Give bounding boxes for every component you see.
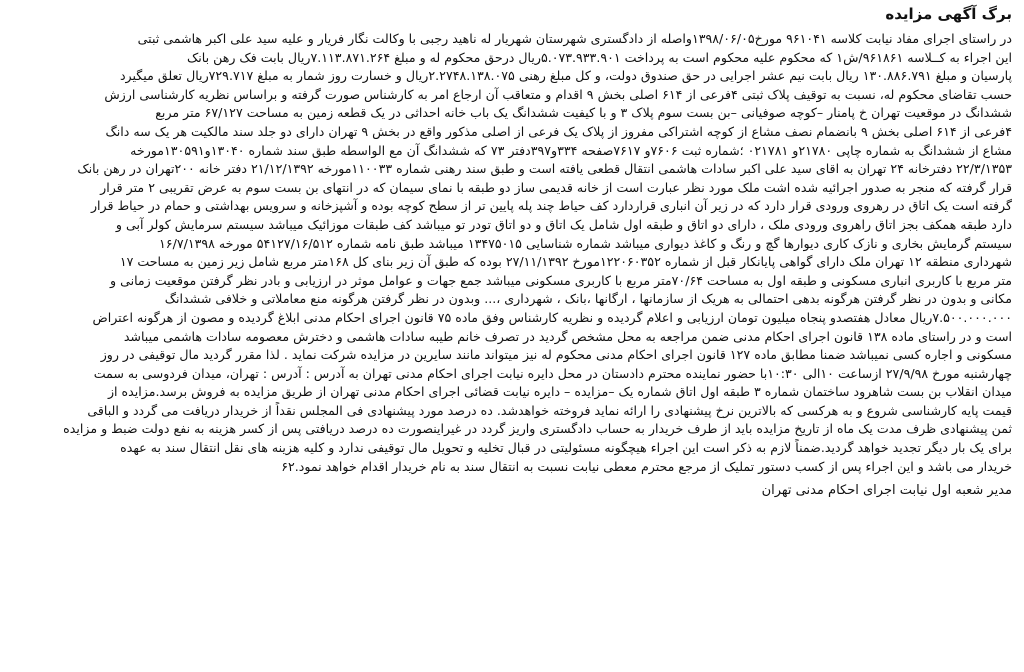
notice-line-24: خریدار می باشد و این اجراء پس از کسب دستور تملیک از مرجع محترم معطی نیابت نسبت به انتقال سند به نام خریدار اقدام خواهد نمود.۶۲ [281,458,1012,474]
notice-line-19: چهارشنبه مورخ ۲۷/۹/۹۸ ازساعت ۱۰الی ۱۰:۳۰با حضور نماینده محترم دادستان در محل دایره نیابت اجرای احکام مدنی تهران به آدرس : آدرس : تهران، میدان فردوسی به سمت [93,365,1012,381]
notice-line-3: پارسیان و مبلغ ۱۳۰.۸۸۶.۷۹۱ ریال بابت نیم عشر اجرایی در حق صندوق دولت، و کل مبلغ رهنی ۲.۲۷۴۸.۱۳۸.۰۷۵ریال و خسارت روز شمار به مبلغ ۷۲۹.۷۱۷ریال تعلق میگیرد [119,68,1012,84]
notice-line-6: ۴فرعی از ۶۱۴ اصلی بخش ۹ بانضمام نصف مشاع از کوچه اشتراکی مفروز از پلاک یک فرعی از اصلی مذکور واقع در بخش ۹ تهران دارای دو جلد سند مالکیت هر یک سه دانگ [105,123,1012,139]
notice-body [10,30,1012,476]
notice-line-8: ۲۲/۳/۱۳۵۳ دفترخانه ۲۴ تهران به اقای سید علی اکبر سادات هاشمی انتقال قطعی یافته است و طبق سند رهنی شماره ۱۱۰۰۳۳مورخه ۲۱/۱۲/۱۳۹۲ دفتر خانه ۲۰۰تهران در رهن بانک [77,161,1012,177]
notice-line-23: برای یک بار دیگر تجدید خواهد گردید.ضمناً لازم به ذکر است این اجراء هیچگونه مسئولیتی در قبال تخلیه و تحویل مال توقیفی ندارد و کلیه هزینه های نقل انتقال سند به عهده [120,440,1012,456]
notice-signature: مدیر شعبه اول نیابت اجرای احکام مدنی تهران [761,483,1012,499]
notice-line-7: مشاع از ششدانگ به شماره چاپی ۲۱۷۸۰و ۰۲۱۷۸۱ ؛شماره ثبت ۷۶۰۶و ۷۶۱۷صفحه ۳۳۴و۳۹۷دفتر ۷۳ که ششدانگ آن مع الواسطه طبق سند شماره ۱۳۰۴۰و۱۳۰۵۹۱مورخه [130,142,1012,158]
notice-line-21: قیمت پایه کارشناسی شروع و به هرکسی که بالاترین نرخ پیشنهادی را ارائه نماید فروخته خواهدشد. ده درصد مورد پیشنهادی فی المجلس نقداً از خریدار دریافت می گردد و الباقی [87,402,1012,418]
notice-line-15: مکانی و بدون در نظر گرفتن هرگونه بدهی احتمالی به هریک از سازمانها ، ارگانها ،بانک ، شهرداری ،... وبدون در نظر گرفتن هرگونه منع معاملاتی و خلافی ششدانگ [164,291,1012,307]
notice-line-10: گرفته است یک اتاق در رهروی ورودی قرار دارد که در زیر آن انباری قراردارد کف حیاط چند پله پایین تر از سطح کوچه بوده و آشپزخانه و سرویس بهداشتی و حمام در حیاط قرار [90,198,1012,214]
notice-line-4: حسب تقاضای محکوم له، نسبت به توقیف پلاک ثبتی ۴فرعی از ۶۱۴ اصلی بخش ۹ اقدام و متعاقب آن ارجاع امر به کارشناس صورت گرفته و براساس نظریه کارشناسی ارزش [104,86,1012,102]
notice-line-2: این اجراء به کــلاسه ۹۶۱۸۶۱/ش۱ که محکوم علیه محکوم است به پرداخت ۵.۰۷۳.۹۳۳.۹۰۱ریال درحق محکوم له و مبلغ ۷.۱۱۳.۸۷۱.۲۶۴ریال بابت فک رهن بانک [186,49,1012,65]
notice-line-12: سیستم گرمایش بخاری و نازک کاری دیوارها گچ و رنگ و کاغذ دیواری میباشد شماره شناسایی ۱۳۴۷۵۰۱۵ میباشد طبق نامه شماره ۵۴۱۲۷/۱۶/۵۱۲ مورخه ۱۶/۷/۱۳۹۸ [159,235,1012,251]
notice-line-9: قرار گرفته که منجر به صدور اجرائیه شده اشت ملک مورد نظر عبارت است از خانه قدیمی ساز دو طبقه با نمای سیمان که در انتهای بن بست سوم به عرض تقریبی ۲ متر قرار [100,179,1012,195]
notice-line-17: است و در راستای ماده ۱۳۸ قانون اجرای احکام مدنی ضمن مراجعه به محل مشخص گردید در تصرف خانم طیبه سادات هاشمی و دخترش معصومه سادات هاشمی میباشد [123,328,1012,344]
notice-line-5: ششدانگ در موقعیت تهران خ پامنار –کوچه صوفیانی –بن بست سوم پلاک ۳ و با کیفیت ششدانگ یک باب خانه احداثی در یک قطعه زمین به مساحت ۶۷/۱۲۷ متر مربع [155,105,1012,121]
notice-line-22: ثمن پیشنهادی ظرف مدت یک ماه از تاریخ مزایده باید از طرف خریدار به حساب دادگستری واریز گردد در غیراینصورت ده درصد دریافتی پس از کسر هزینه به نفع دولت ضبط و مزایده [63,421,1012,437]
notice-line-14: متر مربع با کاربری انباری مسکونی و طبقه اول به مساحت ۷۰/۶۴متر مربع با کاربری مسکونی میباشد جمع جهات و عوامل موثر در ارزیابی و بادر نظر گرفتن موقعیت زمانی و [110,272,1012,288]
notice-line-11: دارد طبقه همکف بجز اتاق راهروی ورودی ملک ، دارای دو اتاق و طبقه اول شامل یک اتاق و دو اتاق تودر تو میباشد کف طبقات موزائیک میباشد سیستم سرمایش کولر آبی و [115,216,1012,232]
notice-line-13: شهرداری منطقه ۱۲ تهران ملک دارای گواهی پایانکار قبل از شماره ۱۲۲۰۶۰۳۵۲مورخ ۲۷/۱۱/۱۳۹۲ بوده که طبق آن زیر بنای کل ۱۶۸متر مربع شامل زیر زمین به مساحت ۱۷ [119,254,1012,270]
notice-line-1: در راستای اجرای مفاد نیابت کلاسه ۹۶۱۰۴۱ مورخ۱۳۹۸/۰۶/۰۵واصله از دادگستری شهرستان شهریار له ناهید رجبی با وکالت نگار فریار و علیه سید علی اکبر هاشمی ثبتی [137,31,1012,46]
notice-line-20: میدان انقلاب بن بست شاهرود ساختمان شماره ۳ طبقه اول اتاق شماره یک –مزایده – دایره نیابت قضائی اجرای احکام مدنی تهران از طریق مزایده به فروش برسد.مزایده از [107,384,1012,400]
notice-line-18: مسکونی و اجاره کسی نمیباشد ضمنا مطابق ماده ۱۲۷ قانون اجرای احکام مدنی محکوم له نیز میتواند مانند سایرین در مزایده شرکت نماید . لذا مقرر گردید مال توقیفی در روز [100,347,1012,363]
notice-line-16: ۷.۵۰۰.۰۰۰.۰۰۰ریال معادل هفتصدو پنجاه میلیون تومان ارزیابی و اعلام گردیده و نظریه کارشناس وفق ماده ۷۵ قانون اجرای احکام مدنی ابلاغ گردیده و مصون از هرگونه اعتراض [92,309,1012,325]
notice-title: برگ آگهی مزایده [885,5,1012,23]
